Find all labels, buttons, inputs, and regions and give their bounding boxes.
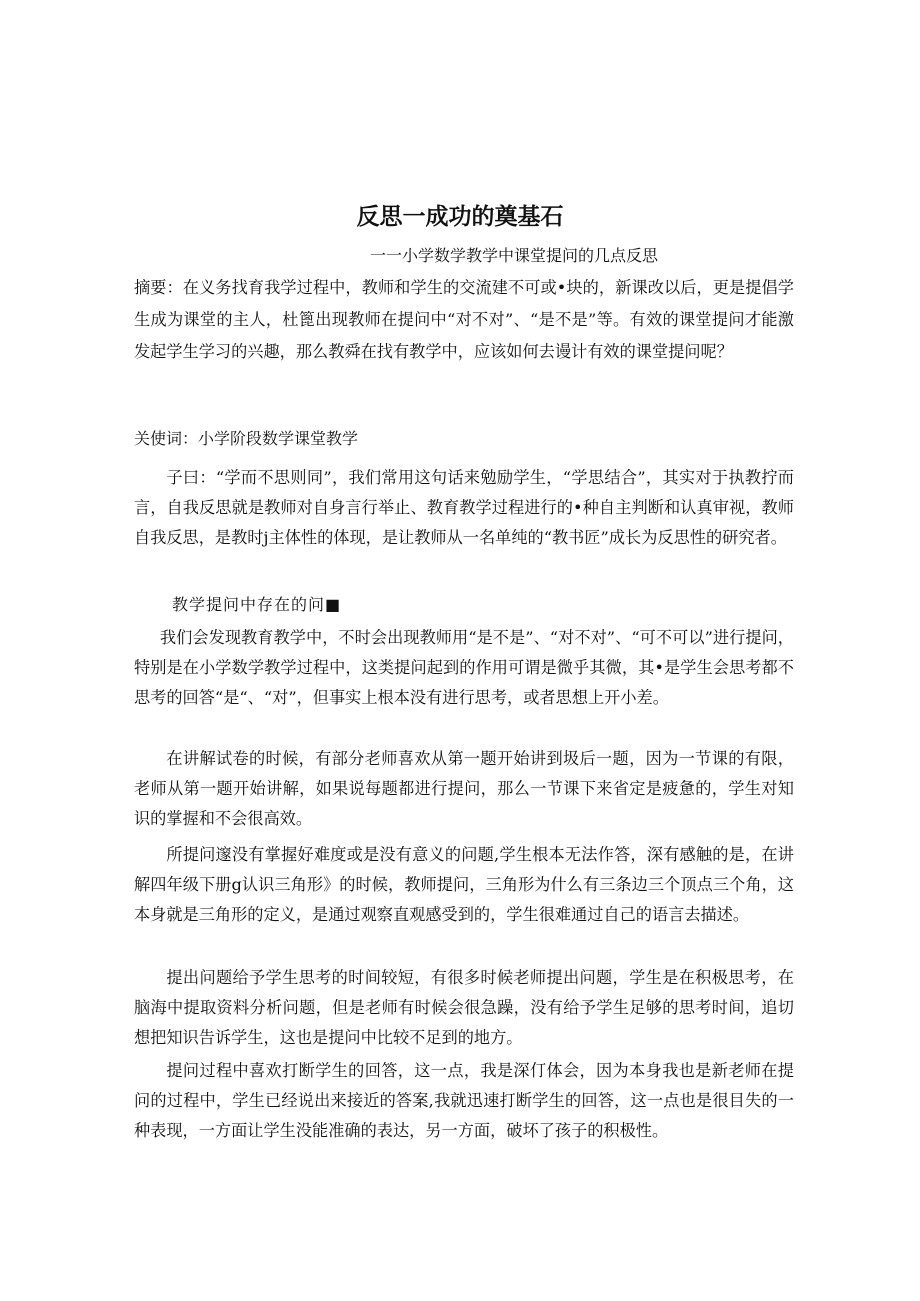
body-paragraph: 所提问邃没有掌握好难度或是没有意义的问题,学生根本无法作答，深有感触的是，在讲解四年级下册g认识三角形》的时候，教师提问，三角形为什么有三条边三个顶点三个角，这本身就是三角形的定义，是通过观察直观感受到的，学生很难通过自己的语言去描述。 bbox=[134, 845, 794, 924]
intro-paragraph: 子曰：“学而不思则同”，我们常用这句话来勉励学生，“学思结合”，其实对于执教拧而言，自我反思就是教师对自身言行举止、教育教学过程进行的•种自主判断和认真审视，教师自我反思，是教时j主体性的体现，是让教师从一名单纯的“教书匠”成长为反思性的研究者。 bbox=[134, 468, 794, 547]
body-paragraph: 提出问题给予学生思考的时间较短，有很多时候老师提出问题，学生是在积极思考，在脑海中提取资料分析问题，但是老师有时候会很急躁，没有给予学生足够的思考时间，追切想把知识告诉学生，这也是提问中比较不足到的地方。 bbox=[134, 968, 794, 1047]
section-heading: 教学提问中存在的问■ bbox=[172, 595, 342, 614]
document-subtitle: 一一小学数学教学中课堂提问的几点反思 bbox=[370, 246, 659, 265]
keywords-line: 关使词：小学阶段数学课堂教学 bbox=[134, 429, 359, 448]
document-title: 反思一成功的奠基石 bbox=[356, 204, 564, 230]
abstract-paragraph: 摘要：在义务找育我学过程中，教师和学生的交流建不可或•块的，新课改以后，更是提倡学生成为课堂的主人，杜篦出现教师在提问中“对不对”、“是不是”等。有效的课堂提问才能激发起学生学习的兴趣，那么教舜在找有教学中，应该如何去谩计有效的课堂提问呢？ bbox=[134, 278, 794, 361]
body-paragraph: 提问过程中喜欢打断学生的回答，这一点，我是深仃体会，因为本身我也是新老师在提问的过程中，学生已经说出来接近的答案,我就迅速打断学生的回答，这一点也是很目失的一种表现，一方面让学生没能准确的表达，另一方面，破坏了孩子的积极性。 bbox=[134, 1061, 794, 1140]
body-paragraph: 我们会发现教育教学中，不时会出现教师用“是不是”、“对不对”、“可不可以”进行提问，特别是在小学数学教学过程中，这类提问起到的作用可谓是微乎其微，其•是学生会思考都不思考的回答“是“、“对”，但事实上根本没有进行思考，或者思想上开小差。 bbox=[134, 628, 794, 707]
body-paragraph: 在讲解试卷的时候，有部分老师喜欢从第一题开始讲到圾后一题，因为一节课的有限，老师从第一题开始讲解，如果说每题都进行提问，那么一节课下来省定是疲惫的，学生对知识的掌握和不会很高效。 bbox=[134, 749, 794, 828]
